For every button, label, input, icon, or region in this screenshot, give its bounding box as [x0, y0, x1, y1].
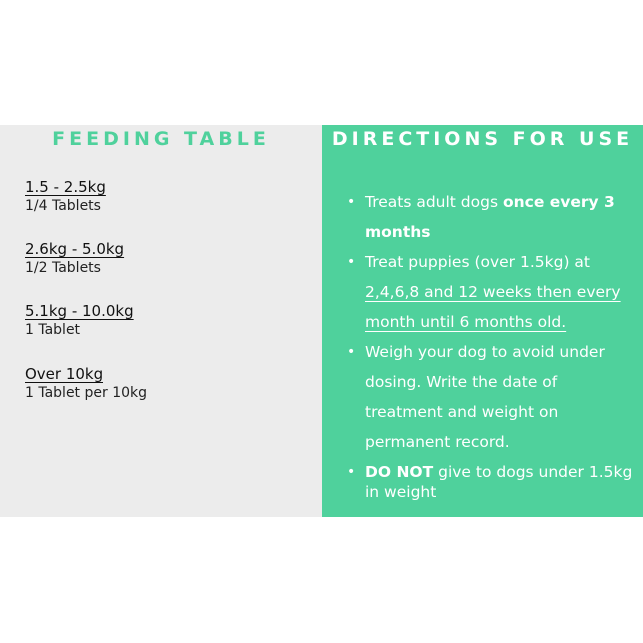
feeding-table-list — [25, 178, 147, 427]
directions-text: Treats adult dogs — [365, 193, 503, 211]
directions-item — [365, 187, 636, 247]
feeding-weight: 1.5 - 2.5kg — [25, 178, 106, 196]
feeding-dose: 1 Tablet — [25, 322, 81, 338]
directions-text: Weigh your dog to avoid under dosing. Write the date of treatment and weight on permanent record. — [365, 343, 605, 451]
feeding-dose: 1/2 Tablets — [25, 260, 101, 276]
feeding-row — [25, 178, 147, 216]
directions-item — [365, 337, 636, 457]
directions-panel — [322, 125, 643, 517]
puppy-schedule-link[interactable]: 2,4,6,8 and 12 weeks then every month until 6 months old. — [365, 283, 621, 331]
directions-emphasis: once every 3 months — [365, 193, 615, 241]
directions-text: Treat puppies (over 1.5kg) at — [365, 253, 590, 271]
feeding-dose: 1/4 Tablets — [25, 198, 101, 214]
directions-item — [365, 462, 636, 502]
directions-title: DIRECTIONS FOR USE — [331, 128, 634, 150]
feeding-row — [25, 364, 147, 403]
feeding-row — [25, 240, 147, 278]
directions-text: give to dogs under 1.5kg in weight — [365, 463, 633, 501]
directions-item — [365, 247, 636, 337]
feeding-weight: Over 10kg — [25, 365, 104, 383]
feeding-dose: 1 Tablet per 10kg — [25, 385, 148, 401]
feeding-weight: 2.6kg - 5.0kg — [25, 240, 125, 258]
feeding-table-title: FEEDING TABLE — [52, 128, 270, 150]
info-panel — [0, 125, 643, 517]
directions-list — [346, 187, 636, 502]
feeding-table-panel — [0, 125, 322, 517]
feeding-row — [25, 302, 147, 340]
directions-warning: DO NOT — [365, 463, 434, 481]
feeding-weight: 5.1kg - 10.0kg — [25, 302, 134, 320]
